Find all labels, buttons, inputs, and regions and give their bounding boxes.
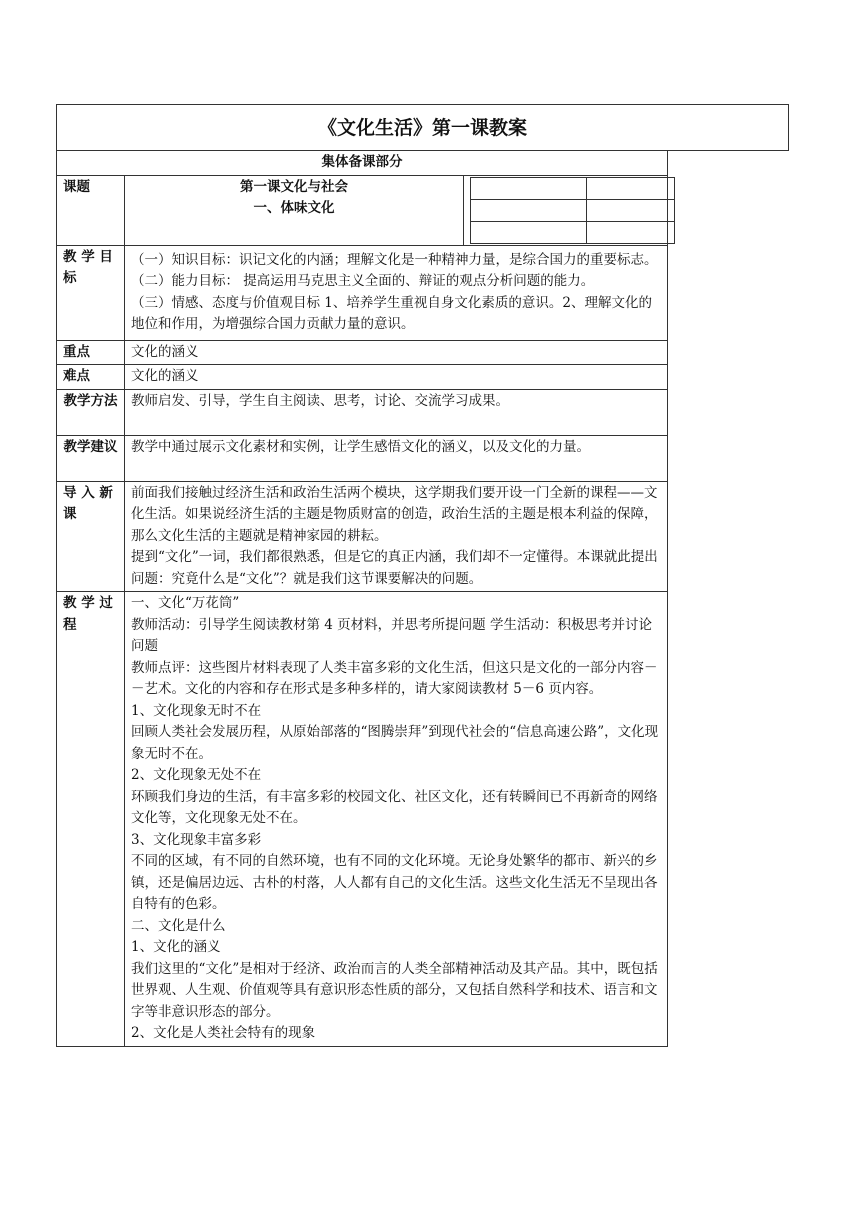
- process-subheading: 1、文化现象无时不在: [131, 702, 262, 719]
- title-box: [56, 104, 789, 151]
- process-paragraph: 不同的区域，有不同的自然环境，也有不同的文化环境。无论身处繁华的都市、新兴的乡镇，还是偏居边远、古朴的村落，人人都有自己的文化生活。这些文化生活无不呈现出各自特有的色彩。: [131, 853, 658, 912]
- process-paragraph: 教师点评：这些图片材料表现了人类丰富多彩的文化生活，但这只是文化的一部分内容－－艺术。文化的内容和存在形式是多种多样的，请大家阅读教材 5－6 页内容。: [131, 659, 658, 697]
- suggestion-text: 教学中通过展示文化素材和实例，让学生感悟文化的涵义，以及文化的力量。: [125, 435, 668, 481]
- topic-cell: [125, 175, 464, 245]
- suggestion-row: [57, 435, 668, 481]
- process-subheading: 3、文化现象丰富多彩: [131, 831, 262, 848]
- topic-label: 课题: [57, 175, 125, 245]
- goals-row: [57, 245, 668, 340]
- lesson-plan-table: [56, 150, 668, 1047]
- topic-row: [57, 175, 668, 245]
- goal-emotion: （三）情感、态度与价值观目标 1、培养学生重视自身文化素质的意识。2、理解文化的地位和作用，为增强综合国力贡献力量的意识。: [131, 294, 652, 332]
- intro-paragraph: 提到“文化”一词，我们都很熟悉，但是它的真正内涵，我们却不一定懂得。本课就此提出问题：究竟什么是“文化”？就是我们这节课要解决的问题。: [131, 549, 658, 587]
- process-paragraph: 我们这里的“文化”是相对于经济、政治而言的人类全部精神活动及其产品。其中，既包括世界观、人生观、价值观等具有意识形态性质的部分，又包括自然科学和技术、语言和文字等非意识形态的部分。: [131, 960, 658, 1020]
- blank-cell: [587, 199, 675, 221]
- process-subheading: 2、文化是人类社会特有的现象: [131, 1025, 316, 1041]
- process-subheading: 2、文化现象无处不在: [131, 767, 262, 783]
- difficulty-row: [57, 365, 668, 390]
- process-label: 教 学 过 程: [57, 592, 125, 1047]
- document-title: 《文化生活》第一课教案: [317, 117, 527, 139]
- key-point-label: 重点: [57, 340, 125, 365]
- method-label: 教学方法: [57, 389, 125, 435]
- blank-cell: [471, 199, 587, 221]
- key-point-row: [57, 340, 668, 365]
- process-paragraph: 环顾我们身边的生活，有丰富多彩的校园文化、社区文化，还有转瞬间已不再新奇的网络文化等，文化现象无处不在。: [131, 788, 658, 826]
- suggestion-label: 教学建议: [57, 435, 125, 481]
- goals-content: [125, 245, 668, 340]
- topic-line-1: 第一课文化与社会: [240, 178, 348, 195]
- method-text: 教师启发、引导，学生自主阅读、思考，讨论、交流学习成果。: [125, 389, 668, 435]
- intro-paragraph: 前面我们接触过经济生活和政治生活两个模块，这学期我们要开设一门全新的课程——文化生活。如果说经济生活的主题是物质财富的创造，政治生活的主题是根本利益的保障，那么文化生活的主题就是精神家园的耕耘。: [131, 484, 658, 544]
- blank-cell: [587, 177, 675, 199]
- intro-content: [125, 481, 668, 592]
- intro-row: [57, 481, 668, 592]
- goal-ability: （二）能力目标： 提高运用马克思主义全面的、辩证的观点分析问题的能力。: [131, 273, 595, 289]
- goals-label: 教 学 目 标: [57, 245, 125, 340]
- blank-cell: [471, 177, 587, 199]
- key-point-text: 文化的涵义: [125, 340, 668, 365]
- intro-label: 导 入 新 课: [57, 481, 125, 592]
- process-paragraph: 回顾人类社会发展历程，从原始部落的“图腾崇拜”到现代社会的“信息高速公路”，文化现象无时不在。: [131, 724, 659, 762]
- process-content: [125, 592, 668, 1047]
- topic-blank-grid: [464, 175, 668, 245]
- difficulty-text: 文化的涵义: [125, 365, 668, 390]
- process-row: [57, 592, 668, 1047]
- section-header-row: [57, 151, 668, 176]
- difficulty-label: 难点: [57, 365, 125, 390]
- section-header: 集体备课部分: [57, 151, 668, 176]
- method-row: [57, 389, 668, 435]
- blank-cell: [471, 221, 587, 243]
- blank-grid: [470, 177, 675, 244]
- goal-knowledge: （一）知识目标：识记文化的内涵；理解文化是一种精神力量，是综合国力的重要标志。: [131, 251, 658, 268]
- process-heading: 一、文化“万花筒”: [131, 595, 240, 611]
- process-paragraph: 教师活动：引导学生阅读教材第 4 页材料，并思考所提问题 学生活动：积极思考并讨论问题: [131, 616, 652, 654]
- topic-line-2: 一、体味文化: [253, 200, 335, 216]
- process-heading: 二、文化是什么: [131, 917, 226, 934]
- blank-cell: [587, 221, 675, 243]
- process-subheading: 1、文化的涵义: [131, 939, 221, 955]
